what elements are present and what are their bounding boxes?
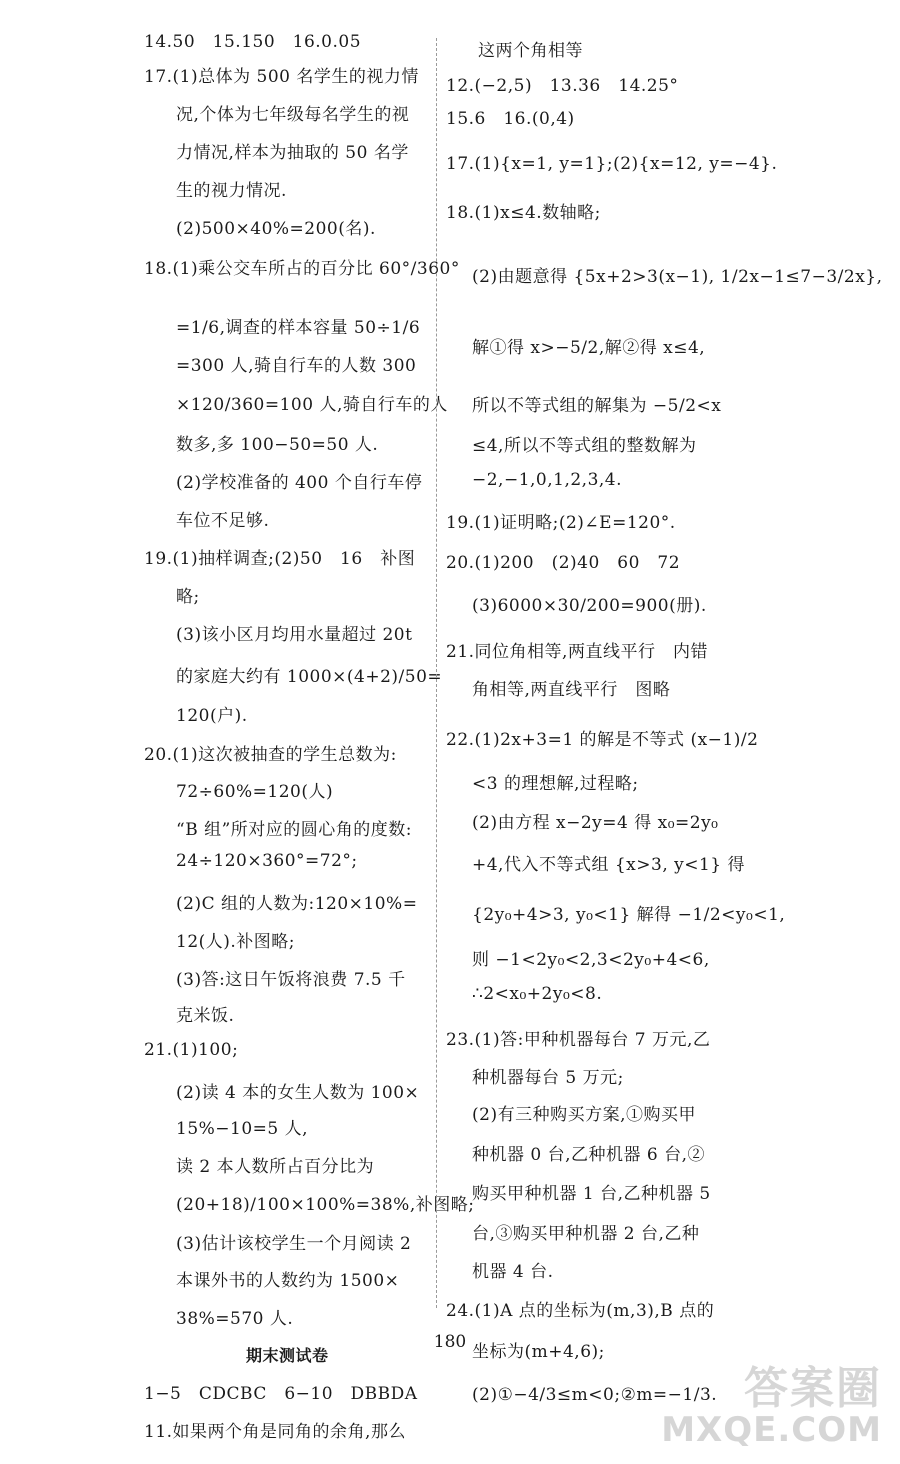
right-answer-line: 21.同位角相等,两直线平行 内错 [446, 642, 708, 662]
left-answer-line: 数多,多 100−50=50 人. [176, 435, 379, 455]
right-answer-line: 购买甲种机器 1 台,乙种机器 5 [472, 1184, 711, 1204]
left-answer-line: (2)500×40%=200(名). [176, 219, 376, 239]
left-answer-line: (3)答:这日午饭将浪费 7.5 千 [176, 970, 406, 990]
right-answer-line: (2)由方程 x−2y=4 得 x₀=2y₀ [472, 813, 719, 833]
left-answer-line: 19.(1)抽样调查;(2)50 16 补图 [144, 549, 416, 569]
right-answer-line: (2)有三种购买方案,①购买甲 [472, 1105, 696, 1125]
left-answer-line: ×120/360=100 人,骑自行车的人 [176, 395, 448, 415]
right-answer-line: ≤4,所以不等式组的整数解为 [472, 436, 697, 456]
left-answer-line: (3)该小区月均用水量超过 20t [176, 625, 413, 645]
watermark-url: MXQE.COM [661, 1410, 882, 1450]
section-heading: 期末测试卷 [246, 1346, 329, 1365]
left-answer-line: =1/6,调查的样本容量 50÷1/6 [176, 318, 421, 338]
left-answer-line: 车位不足够. [176, 511, 270, 531]
left-answer-line: 18.(1)乘公交车所占的百分比 60°/360° [144, 259, 460, 279]
right-answer-line: 20.(1)200 (2)40 60 72 [446, 553, 681, 573]
right-answer-line: 17.(1){x=1, y=1};(2){x=12, y=−4}. [446, 154, 778, 174]
left-answer-line: 24÷120×360°=72°; [176, 851, 358, 871]
right-answer-line: 24.(1)A 点的坐标为(m,3),B 点的 [446, 1301, 715, 1321]
left-answer-line: =300 人,骑自行车的人数 300 [176, 356, 417, 376]
left-answer-line: 21.(1)100; [144, 1040, 239, 1060]
left-answer-line: 况,个体为七年级每名学生的视 [176, 105, 410, 125]
right-answer-line: 解①得 x>−5/2,解②得 x≤4, [472, 338, 706, 358]
left-answer-line: 11.如果两个角是同角的余角,那么 [144, 1422, 406, 1442]
left-answer-line: 72÷60%=120(人) [176, 782, 334, 802]
right-answer-line: −2,−1,0,1,2,3,4. [472, 470, 623, 490]
left-answer-line: 生的视力情况. [176, 181, 287, 201]
right-answer-line: 18.(1)x≤4.数轴略; [446, 203, 601, 223]
right-answer-line: 15.6 16.(0,4) [446, 109, 575, 129]
left-answer-line: 38%=570 人. [176, 1309, 294, 1329]
column-divider [436, 38, 437, 1308]
left-answer-line: (2)学校准备的 400 个自行车停 [176, 473, 423, 493]
right-answer-line: 这两个角相等 [478, 41, 583, 61]
left-answer-line: 读 2 本人数所占百分比为 [176, 1157, 375, 1177]
page-number: 180 [433, 1332, 467, 1352]
left-answer-line: (2)C 组的人数为:120×10%= [176, 894, 418, 914]
left-answer-line: 12(人).补图略; [176, 932, 296, 952]
right-answer-line: 23.(1)答:甲种机器每台 7 万元,乙 [446, 1030, 711, 1050]
left-answer-line: 本课外书的人数约为 1500× [176, 1271, 400, 1291]
left-answer-line: (20+18)/100×100%=38%,补图略; [176, 1195, 475, 1215]
left-answer-line: 15%−10=5 人, [176, 1119, 309, 1139]
right-answer-line: 19.(1)证明略;(2)∠E=120°. [446, 513, 676, 533]
right-answer-line: +4,代入不等式组 {x>3, y<1} 得 [472, 855, 746, 875]
left-answer-line: 1−5 CDCBC 6−10 DBBDA [144, 1384, 418, 1404]
left-answer-line: “B 组”所对应的圆心角的度数: [176, 820, 413, 840]
right-answer-line: 台,③购买甲种机器 2 台,乙种 [472, 1224, 700, 1244]
right-answer-line: 机器 4 台. [472, 1262, 554, 1282]
left-answer-line: 20.(1)这次被抽查的学生总数为: [144, 745, 397, 765]
right-answer-line: 12.(−2,5) 13.36 14.25° [446, 76, 679, 96]
right-answer-line: 种机器每台 5 万元; [472, 1068, 624, 1088]
left-answer-line: 14.50 15.150 16.0.05 [144, 32, 362, 52]
right-answer-line: 22.(1)2x+3=1 的解是不等式 (x−1)/2 [446, 730, 759, 750]
left-answer-line: (2)读 4 本的女生人数为 100× [176, 1083, 420, 1103]
left-answer-line: 的家庭大约有 1000×(4+2)/50= [176, 667, 443, 687]
watermark-brand: 答案圈 [744, 1363, 882, 1414]
left-answer-line: (3)估计该校学生一个月阅读 2 [176, 1234, 412, 1254]
watermark [661, 1352, 882, 1450]
right-answer-line: ∴2<x₀+2y₀<8. [472, 984, 603, 1004]
left-answer-line: 克米饭. [176, 1006, 235, 1026]
right-answer-line: 种机器 0 台,乙种机器 6 台,② [472, 1145, 706, 1165]
right-answer-line: (2)由题意得 {5x+2>3(x−1), 1/2x−1≤7−3/2x}, [472, 267, 883, 287]
right-answer-line: (3)6000×30/200=900(册). [472, 596, 707, 616]
right-answer-line: (2)①−4/3≤m<0;②m=−1/3. [472, 1385, 718, 1405]
right-answer-line: {2y₀+4>3, y₀<1} 解得 −1/2<y₀<1, [472, 905, 786, 925]
right-answer-line: 则 −1<2y₀<2,3<2y₀+4<6, [472, 950, 710, 970]
left-answer-line: 120(户). [176, 706, 248, 726]
right-answer-line: 坐标为(m+4,6); [472, 1342, 605, 1362]
right-answer-line: 角相等,两直线平行 图略 [472, 680, 671, 700]
right-answer-line: 所以不等式组的解集为 −5/2<x [472, 396, 722, 416]
right-answer-line: <3 的理想解,过程略; [472, 774, 639, 794]
left-answer-line: 略; [176, 587, 200, 607]
left-answer-line: 力情况,样本为抽取的 50 名学 [176, 143, 409, 163]
left-answer-line: 17.(1)总体为 500 名学生的视力情 [144, 67, 419, 87]
